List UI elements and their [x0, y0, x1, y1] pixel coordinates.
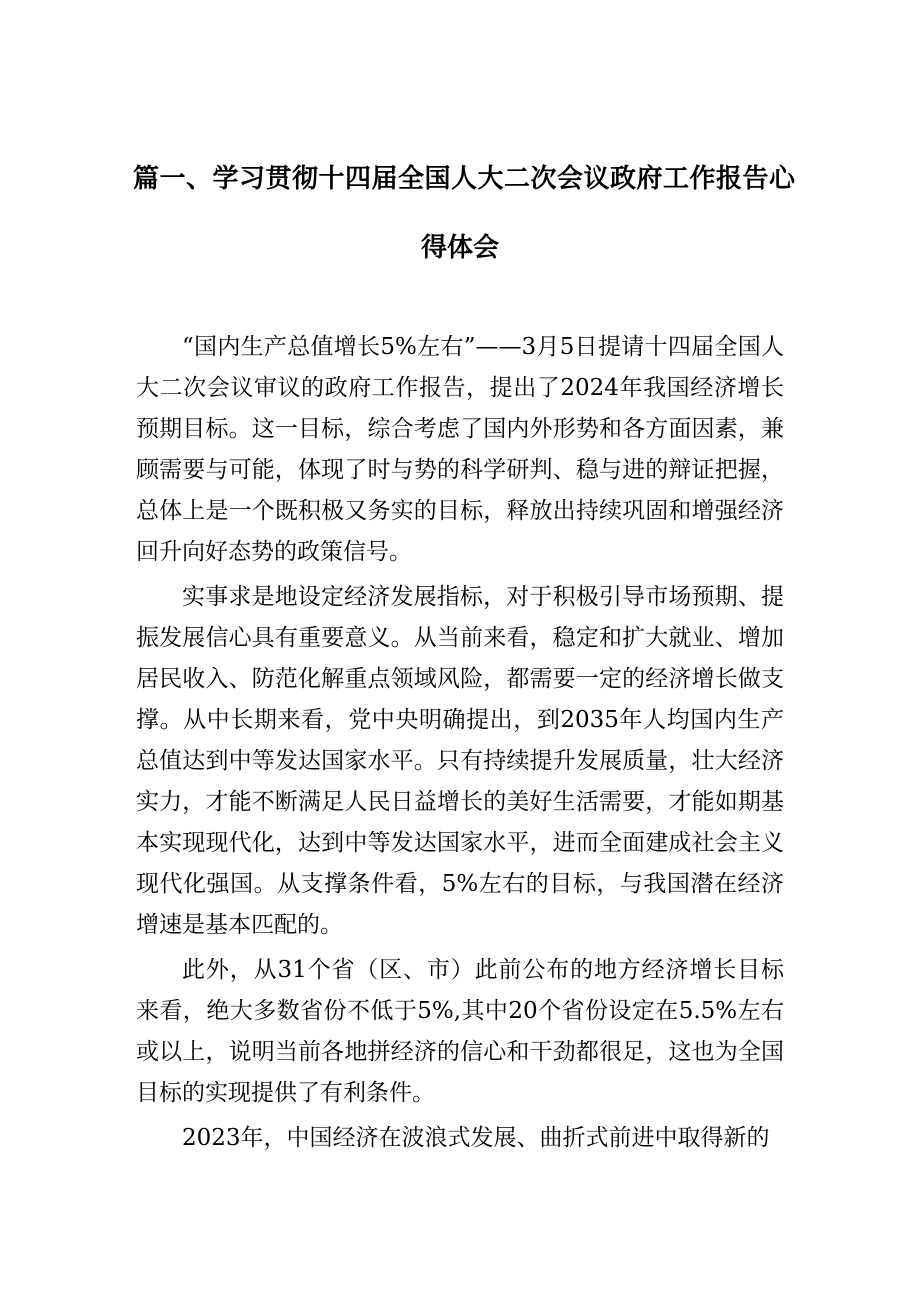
paragraph-3: 此外，从31个省（区、市）此前公布的地方经济增长目标来看，绝大多数省份不低于5%,其中20个省份设定在5.5%左右或以上，说明当前各地拼经济的信心和干劲都很足，这也为全国目标的实现提供了有利条件。: [136, 957, 784, 1106]
document-title: 篇一、学习贯彻十四届全国人大二次会议政府工作报告心: [133, 164, 796, 194]
paragraph-2: 实事求是地设定经济发展指标，对于积极引导市场预期、提振发展信心具有重要意义。从当前来看，稳定和扩大就业、增加居民收入、防范化解重点领域风险，都需要一定的经济增长做支撑。从中长期来看，党中央明确提出，到2035年人均国内生产总值达到中等发达国家水平。只有持续提升发展质量，壮大经济实力，才能不断满足人民日益增长的美好生活需要，才能如期基本实现现代化，达到中等发达国家水平，进而全面建成社会主义现代化强国。从支撑条件看，5%左右的目标，与我国潜在经济增速是基本匹配的。: [136, 584, 784, 938]
document-title-continued: 得体会: [420, 233, 499, 263]
document-body: [136, 327, 784, 1163]
paragraph-4: 2023年，中国经济在波浪式发展、曲折式前进中取得新的: [182, 1125, 770, 1151]
paragraph-1: “国内生产总值增长5%左右”——3月5日提请十四届全国人大二次会议审议的政府工作报告，提出了2024年我国经济增长预期目标。这一目标，综合考虑了国内外形势和各方面因素，兼顾需要与可能，体现了时与势的科学研判、稳与进的辩证把握，总体上是一个既积极又务实的目标，释放出持续巩固和增强经济回升向好态势的政策信号。: [136, 334, 784, 565]
